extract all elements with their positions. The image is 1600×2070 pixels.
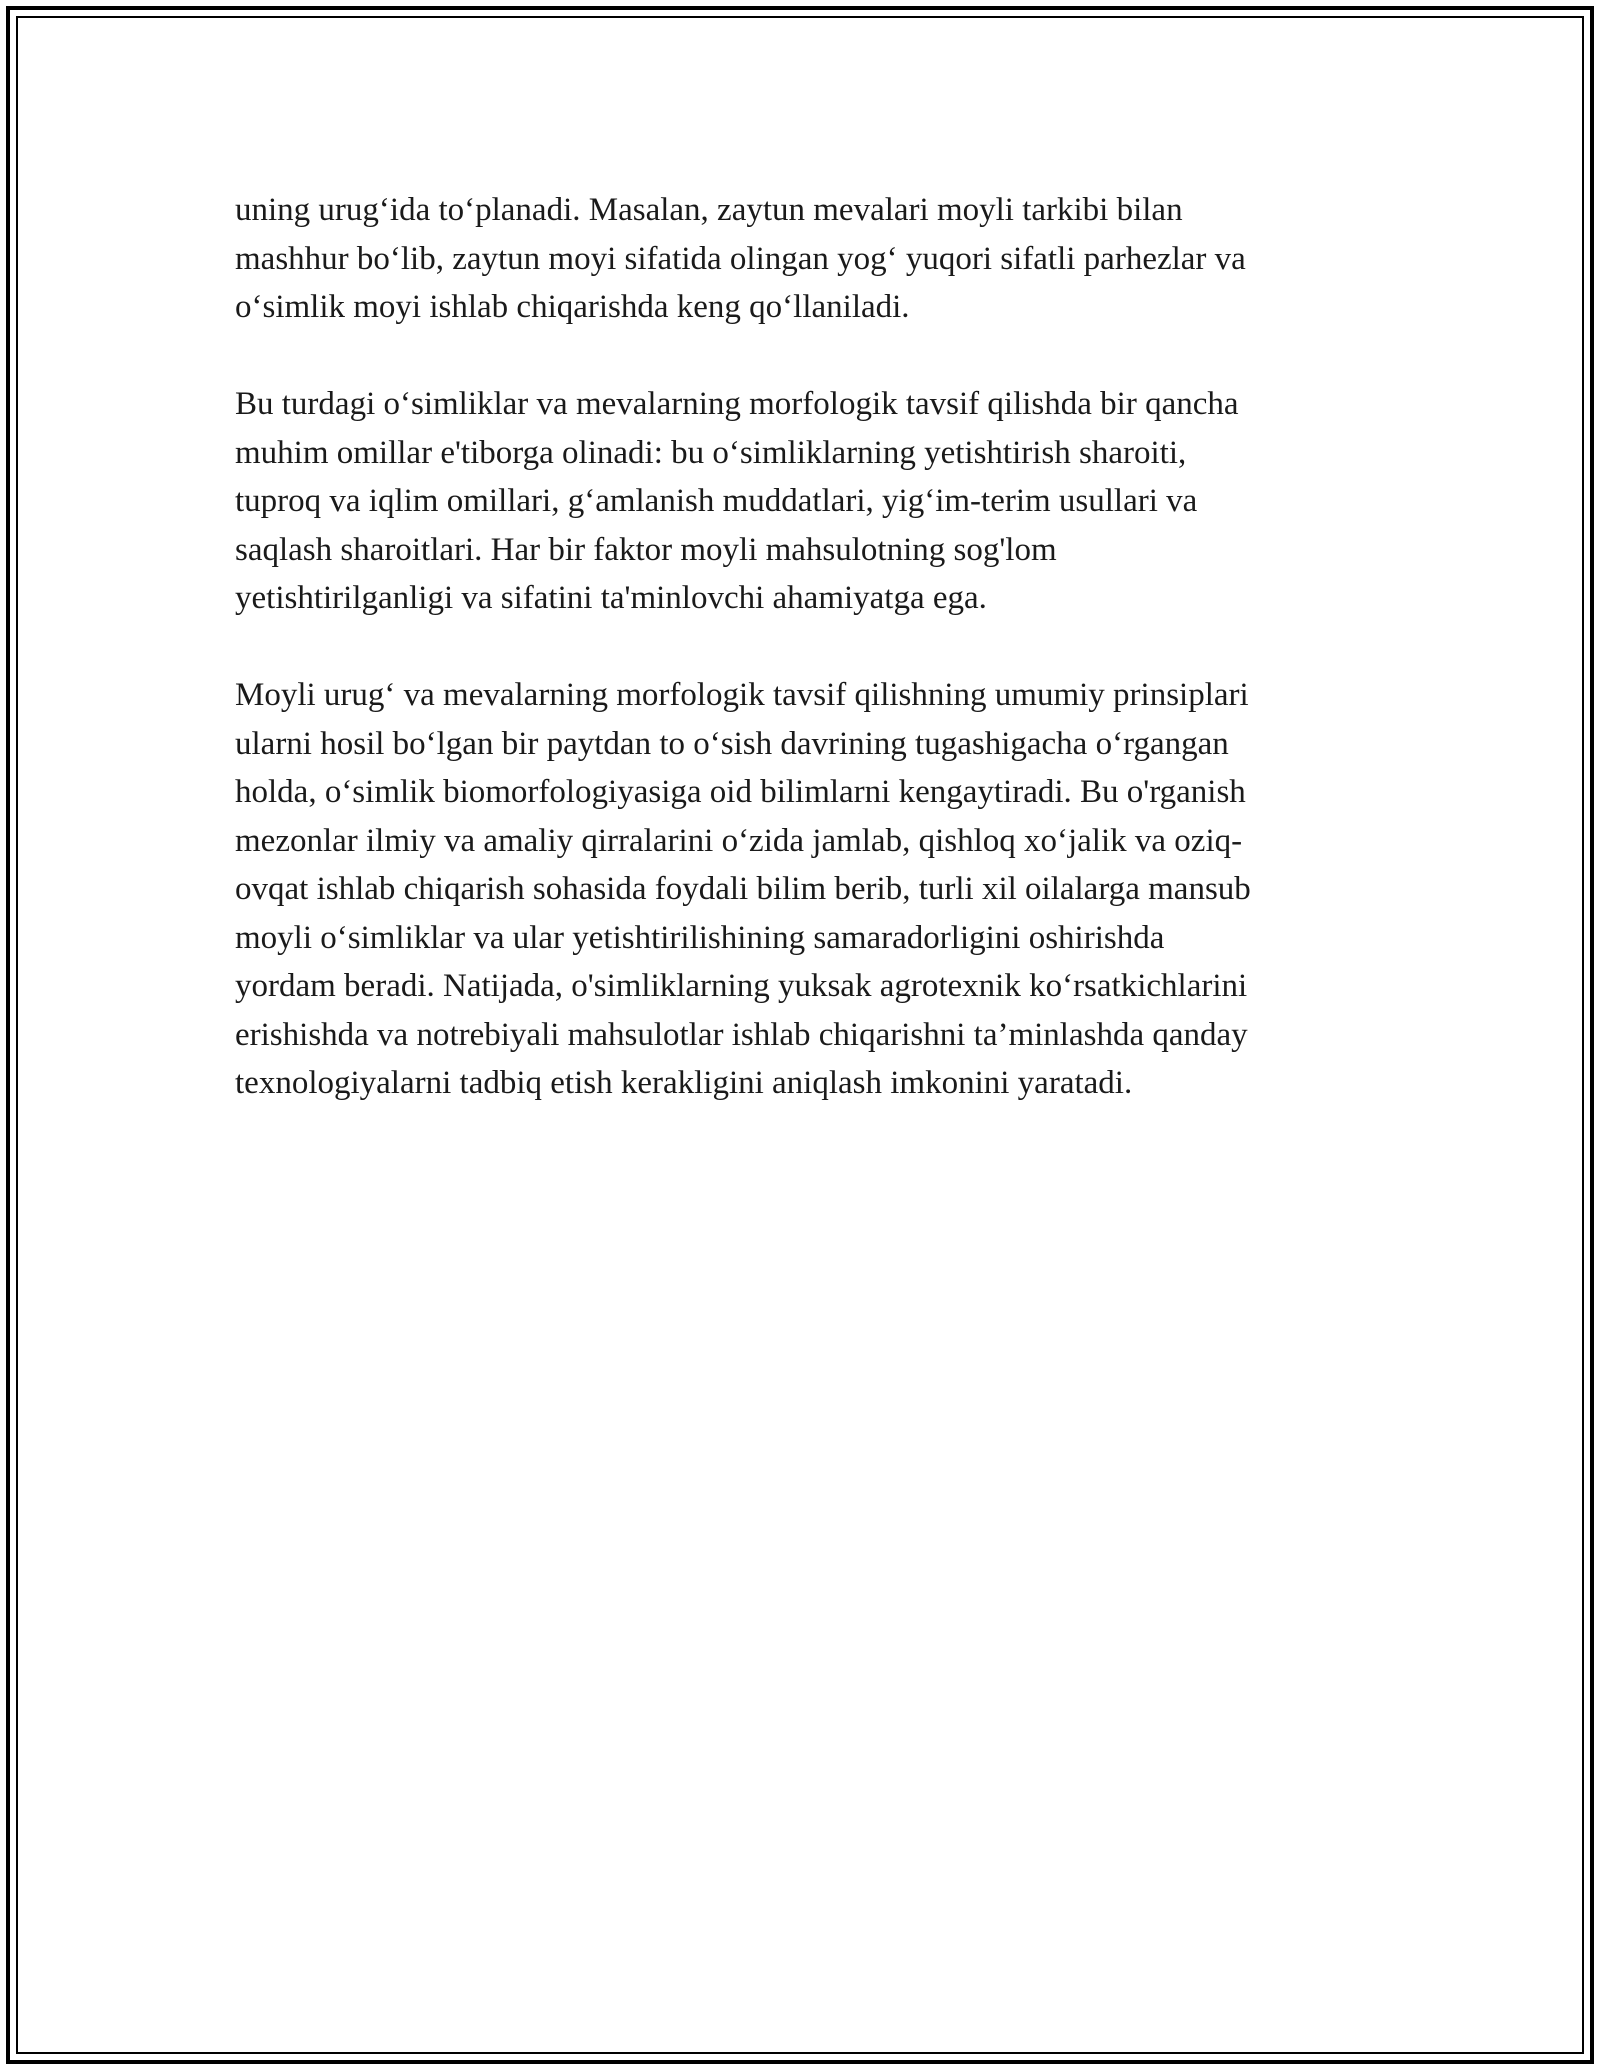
text-line: mashhur bo‘lib, zaytun moyi sifatida olingan yog‘ yuqori sifatli parhezlar va (235, 240, 1246, 277)
text-line: uning urug‘ida to‘planadi. Masalan, zaytun mevalari moyli tarkibi bilan (235, 192, 1183, 228)
text-line: mezonlar ilmiy va amaliy qirralarini o‘zida jamlab, qishloq xo‘jalik va oziq- (235, 822, 1243, 859)
text-line: tuproq va iqlim omillari, g‘amlanish muddatlari, yig‘im-terim usullari va (235, 483, 1198, 519)
text-line: moyli o‘simliklar va ular yetishtirilishining samaradorligini oshirishda (235, 919, 1165, 956)
text-line: erishishda va notrebiyali mahsulotlar ishlab chiqarishni ta’minlashda qanday (235, 1016, 1248, 1053)
text-line: saqlash sharoitlari. Har bir faktor moyli mahsulotning sog'lom (235, 531, 1057, 568)
text-line: yordam beradi. Natijada, o'simliklarning yuksak agrotexnik ko‘rsatkichlarini (235, 968, 1248, 1004)
text-line: muhim omillar e'tiborga olinadi: bu o‘simliklarning yetishtirish sharoiti, (235, 434, 1187, 471)
text-line: ularni hosil bo‘lgan bir paytdan to o‘sish davrining tugashigacha o‘rgangan (235, 725, 1229, 762)
text-line: o‘simlik moyi ishlab chiqarishda keng qo‘llaniladi. (235, 289, 910, 325)
text-line: yetishtirilganligi va sifatini ta'minlovchi ahamiyatga ega. (235, 580, 987, 616)
text-line: texnologiyalarni tadbiq etish kerakligini aniqlash imkonini yaratadi. (235, 1065, 1133, 1101)
document-body (235, 186, 1375, 1108)
paragraph-2 (235, 380, 1375, 623)
text-line: holda, o‘simlik biomorfologiyasiga oid bilimlarni kengaytiradi. Bu o'rganish (235, 774, 1246, 810)
text-line: Moyli urug‘ va mevalarning morfologik tavsif qilishning umumiy prinsiplari (235, 677, 1249, 713)
paragraph-1 (235, 186, 1375, 332)
paragraph-3 (235, 671, 1375, 1108)
text-line: Bu turdagi o‘simliklar va mevalarning morfologik tavsif qilishda bir qancha (235, 386, 1239, 422)
text-line: ovqat ishlab chiqarish sohasida foydali bilim berib, turli xil oilalarga mansub (235, 871, 1251, 907)
